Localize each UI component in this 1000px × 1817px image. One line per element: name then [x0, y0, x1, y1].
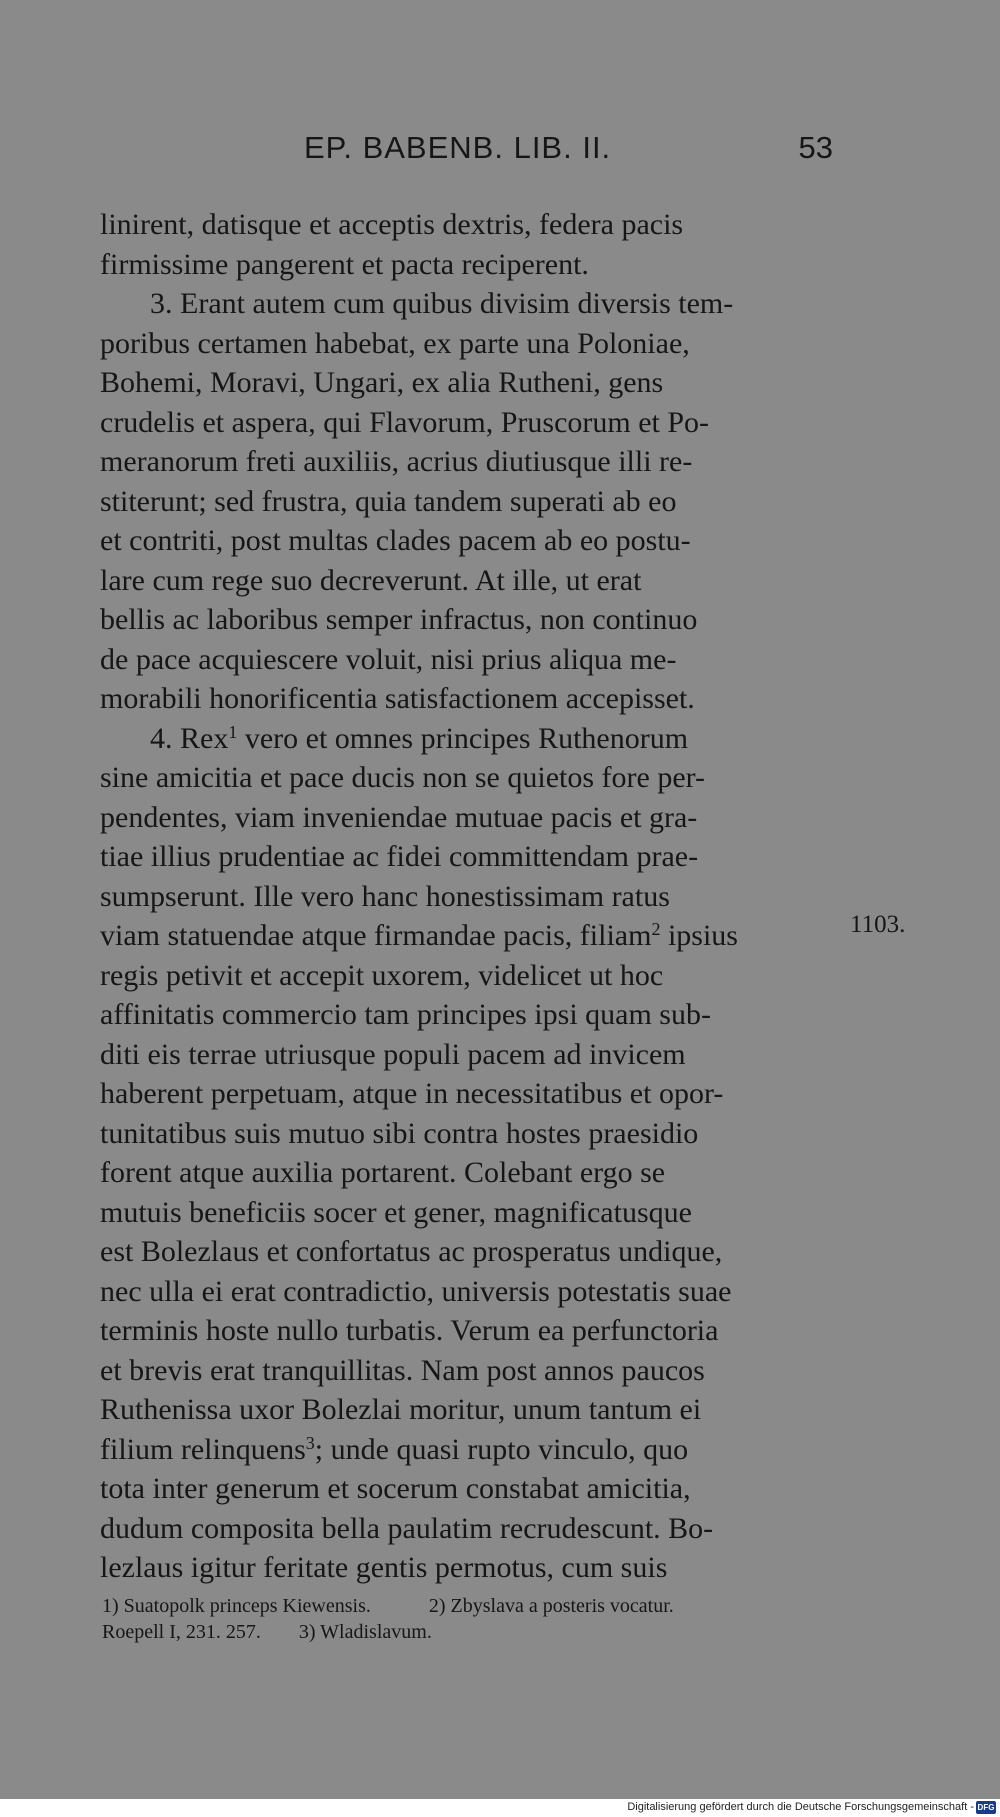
text-line-content: regis petivit et accepit uxorem, videlicet ut hoc [100, 958, 664, 992]
text-line [100, 798, 833, 838]
text-line [100, 403, 833, 443]
text-line-continuation: ipsius [660, 919, 738, 952]
text-line-content: morabili honorificentia satisfactionem accepisset. [100, 682, 695, 715]
text-line [100, 521, 833, 561]
text-line [100, 482, 833, 522]
text-line [100, 1232, 833, 1272]
text-line [100, 640, 833, 680]
text-line [100, 719, 833, 759]
footnote-line [102, 1619, 837, 1645]
text-line-content: sumpserunt. Ille vero hanc honestissimam ratus [100, 879, 670, 913]
text-line-content: haberent perpetuam, atque in necessitatibus et opor- [100, 1077, 724, 1110]
text-line [100, 1548, 833, 1588]
text-line [100, 877, 833, 917]
body-text [100, 205, 833, 1588]
footnote-line [102, 1593, 837, 1619]
text-line-content: diti eis terrae utriusque populi pacem ad invicem [100, 1037, 686, 1071]
text-line-content: crudelis et aspera, qui Flavorum, Pruscorum et Po- [100, 405, 710, 439]
text-line-content: stiterunt; sed frustra, quia tandem superati ab eo [100, 484, 677, 518]
text-line [100, 1035, 833, 1075]
text-line-content: sine amicitia et pace ducis non se quietos fore per- [100, 761, 706, 794]
text-line-content: terminis hoste nullo turbatis. Verum ea perfunctoria [100, 1314, 719, 1347]
dfg-logo: DFG [977, 1803, 995, 1812]
text-line-continuation: vero et omnes principes Ruthenorum [237, 721, 689, 755]
text-line-content: affinitatis commercio tam principes ipsi quam sub- [100, 998, 711, 1031]
text-line-content: Ruthenissa uxor Bolezlai moritur, unum tantum ei [100, 1393, 702, 1426]
text-line-content: forent atque auxilia portarent. Colebant ergo se [100, 1156, 666, 1189]
text-line-content: nec ulla ei erat contradictio, universis potestatis suae [100, 1274, 732, 1308]
text-line-content: 3. Erant autem cum quibus divisim diversis tem- [150, 287, 734, 320]
text-line-continuation: ; unde quasi rupto vinculo, quo [314, 1432, 689, 1466]
text-line [100, 1311, 833, 1351]
text-line-content: mutuis beneficiis socer et gener, magnificatusque [100, 1195, 692, 1229]
text-line [100, 324, 833, 364]
text-line [100, 679, 833, 719]
margin-year-note: 1103. [850, 911, 906, 938]
text-line-content: et brevis erat tranquillitas. Nam post annos paucos [100, 1353, 705, 1387]
footnote-marker: 1 [228, 721, 238, 742]
text-line-content: lare cum rege suo decreverunt. At ille, ut erat [100, 563, 642, 597]
text-line-content: 4. Rex [150, 721, 229, 755]
text-line [100, 1272, 833, 1312]
text-line-content: linirent, datisque et acceptis dextris, federa pacis [100, 208, 684, 241]
text-line [100, 1390, 833, 1430]
text-line [100, 1193, 833, 1233]
text-line-content: firmissime pangerent et pacta reciperent. [100, 247, 589, 281]
text-line [100, 245, 833, 285]
text-line [100, 1074, 833, 1114]
text-line-content: et contriti, post multas clades pacem ab eo postu- [100, 524, 691, 557]
text-line [100, 363, 833, 403]
text-line-content: lezlaus igitur feritate gentis permotus, cum suis [100, 1551, 668, 1584]
footnotes [102, 1593, 837, 1645]
text-line-content: tiae illius prudentiae ac fidei committendam prae- [100, 840, 699, 873]
text-line-content: bellis ac laboribus semper infractus, non continuo [100, 603, 698, 636]
footnote-2: 2) Zbyslava a posteris vocatur. [428, 1595, 674, 1617]
text-line-content: filium relinquens [100, 1432, 306, 1466]
text-line [100, 758, 833, 798]
text-line [100, 284, 833, 324]
text-line [100, 600, 833, 640]
text-line-content: de pace acquiescere voluit, nisi prius aliqua me- [100, 642, 677, 676]
text-line-content: viam statuendae atque firmandae pacis, filiam [100, 919, 652, 952]
text-line [100, 205, 833, 245]
text-line [100, 1351, 833, 1391]
text-line [100, 956, 833, 996]
text-line [100, 1509, 833, 1549]
footnote-1: 1) Suatopolk princeps Kiewensis. [102, 1595, 371, 1617]
page-header [100, 130, 833, 176]
footnote-3: 3) Wladislavum. [298, 1621, 432, 1643]
text-line-content: Bohemi, Moravi, Ungari, ex alia Rutheni, gens [100, 366, 664, 399]
text-line-content: pendentes, viam inveniendae mutuae pacis et gra- [100, 800, 698, 834]
digitization-credit: Digitalisierung gefördert durch die Deutsche Forschungsgemeinschaft - [627, 1801, 974, 1813]
page-number: 53 [798, 130, 833, 165]
text-line [100, 837, 833, 877]
text-line-content: tota inter generum et socerum constabat amicitia, [100, 1472, 691, 1505]
text-line [100, 1114, 833, 1154]
running-title: EP. BABENB. LIB. II. [304, 130, 612, 165]
text-line [100, 1469, 833, 1509]
text-line [100, 995, 833, 1035]
text-line-content: tunitatibus suis mutuo sibi contra hostes praesidio [100, 1116, 699, 1150]
text-line [100, 561, 833, 601]
text-line [100, 1153, 833, 1193]
text-line-content: dudum composita bella paulatim recrudescunt. Bo- [100, 1511, 714, 1545]
text-line-content: poribus certamen habebat, ex parte una Poloniae, [100, 326, 690, 360]
text-line-content: meranorum freti auxiliis, acrius diutiusque illi re- [100, 445, 693, 478]
text-line [100, 916, 833, 956]
footnote-marker: 3 [305, 1432, 315, 1453]
text-line [100, 442, 833, 482]
footnote-marker: 2 [651, 919, 661, 940]
footnote-reference: Roepell I, 231. 257. [102, 1621, 261, 1643]
text-line-content: est Bolezlaus et confortatus ac prosperatus undique, [100, 1235, 723, 1268]
text-line [100, 1430, 833, 1470]
